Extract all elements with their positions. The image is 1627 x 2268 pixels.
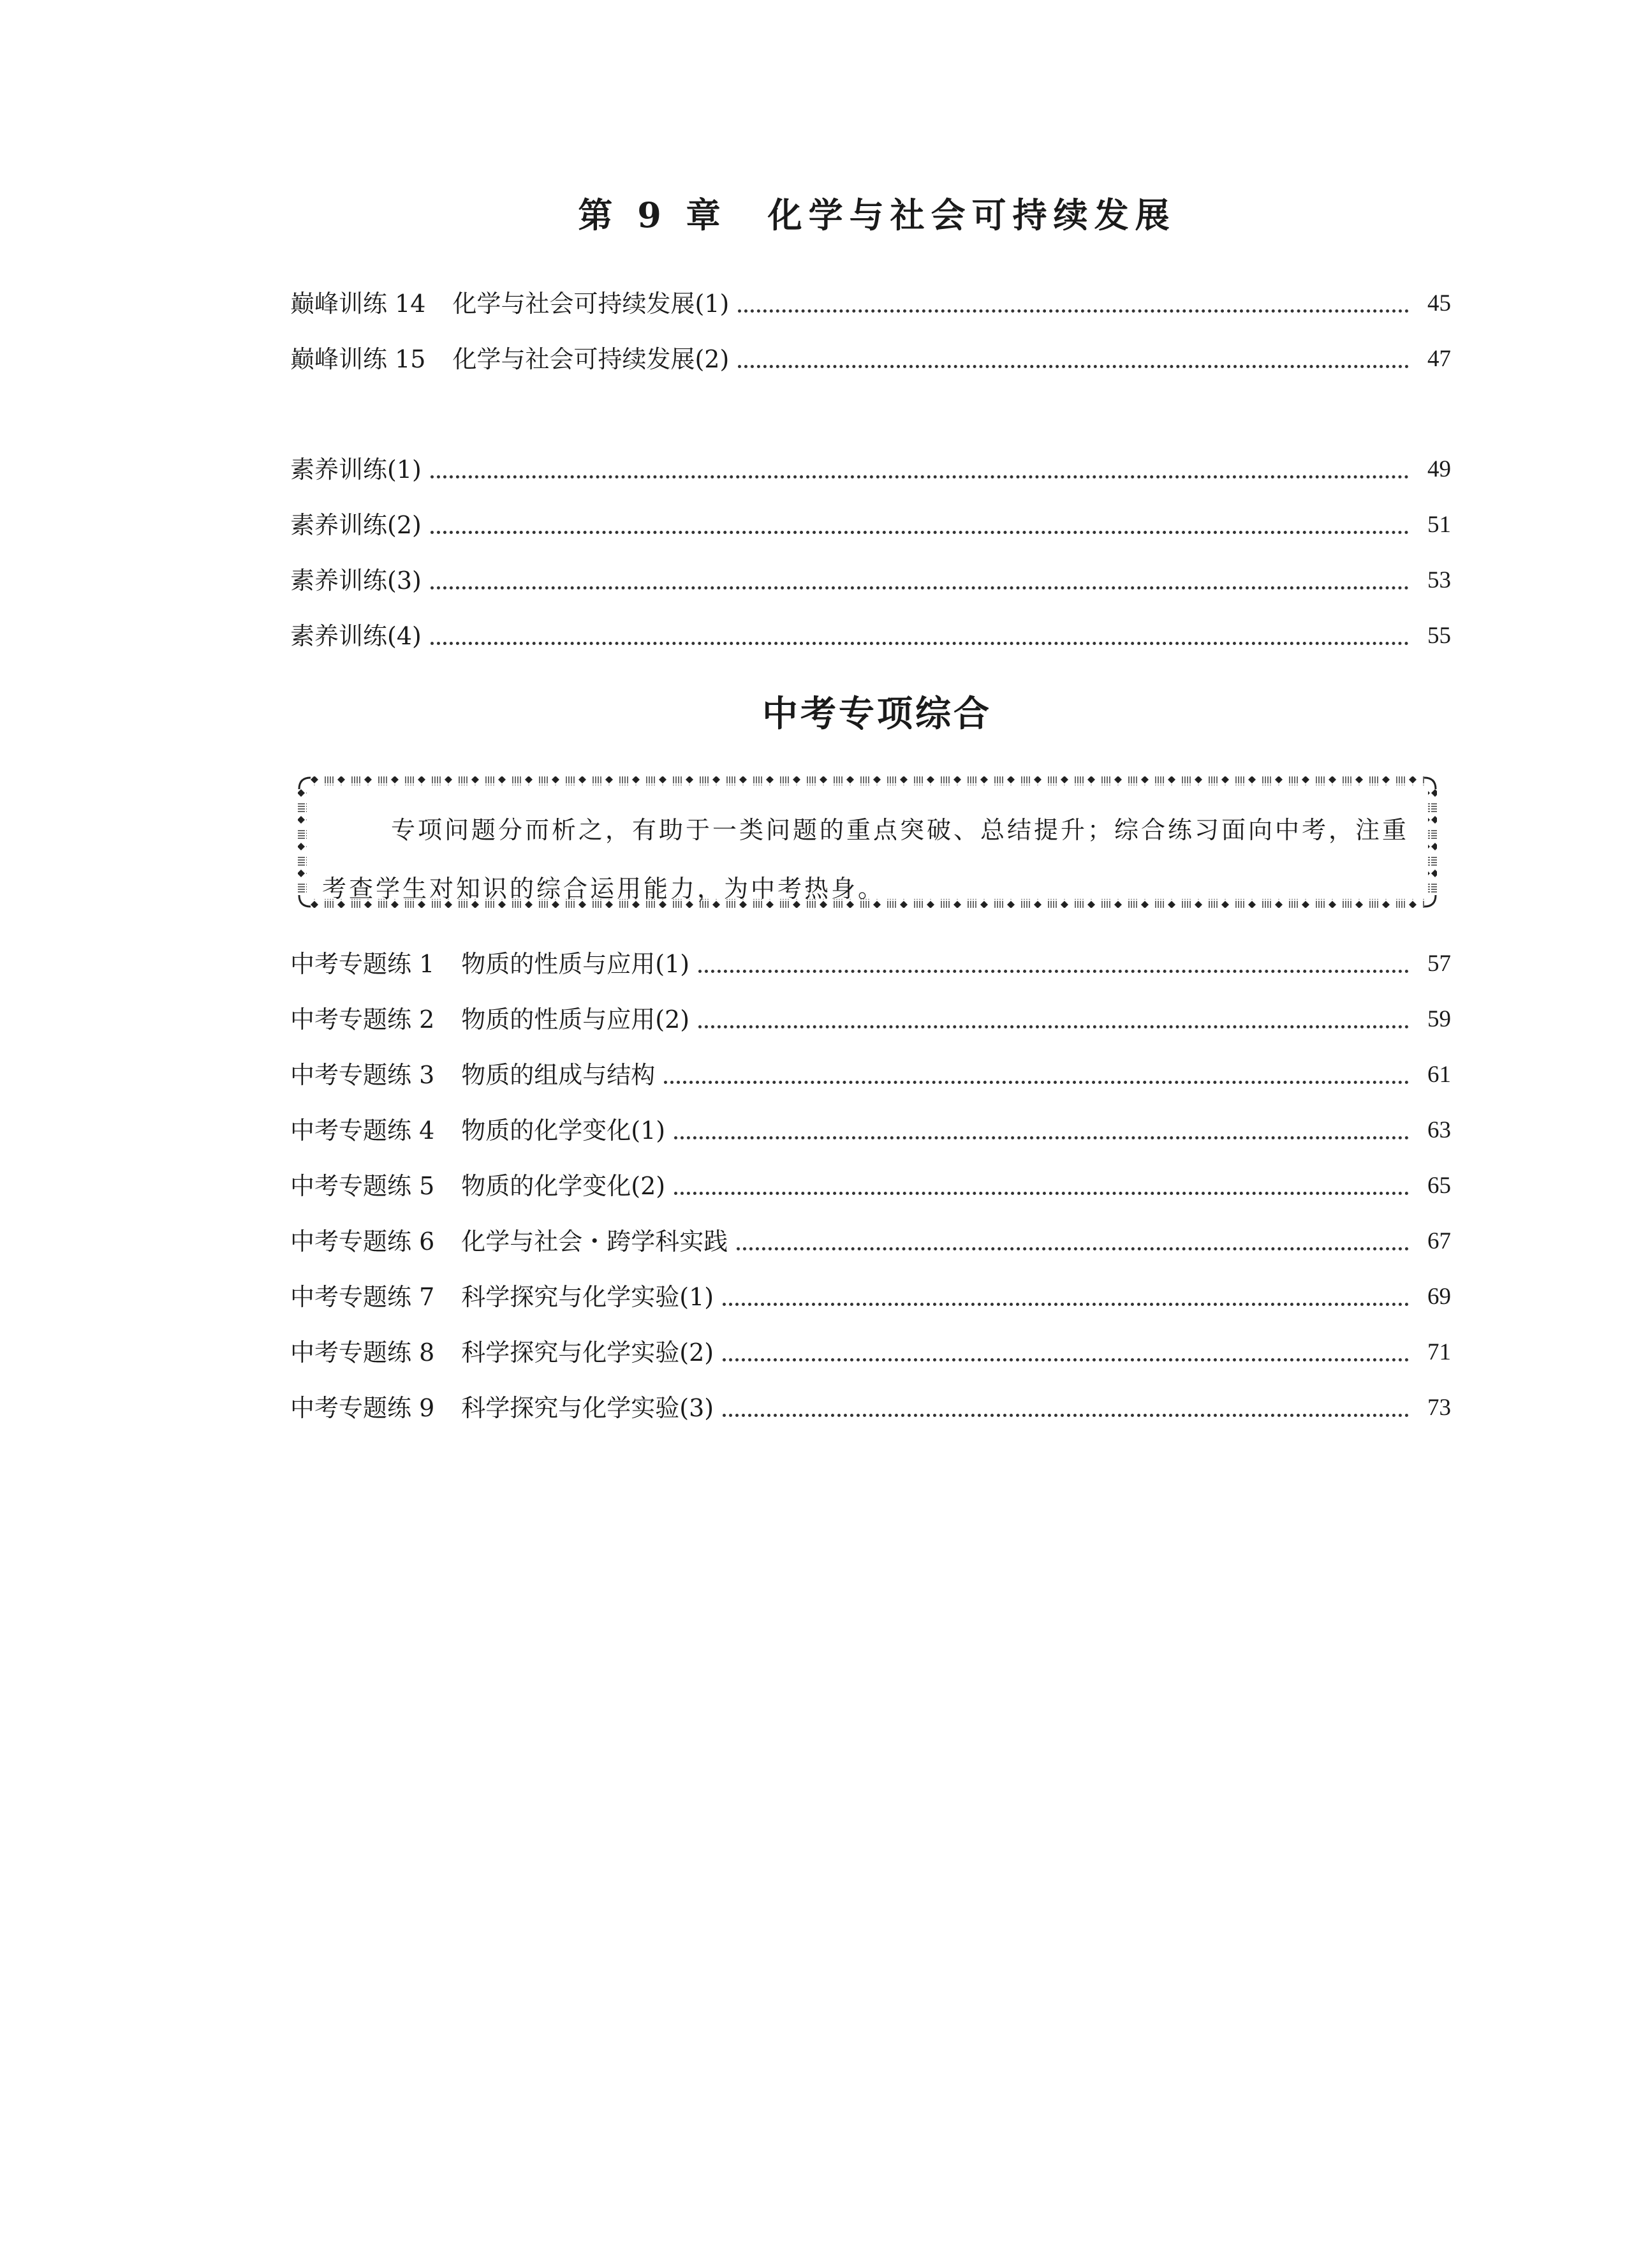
entry-title: 物质的组成与结构 xyxy=(461,1061,656,1089)
entry-prefix: 中考专题练 7 xyxy=(290,1283,435,1311)
entry-title: 科学探究与化学实验(2) xyxy=(461,1338,714,1367)
toc-entry[interactable] xyxy=(290,281,1451,319)
entry-page-number: 51 xyxy=(1427,512,1451,538)
entry-page-number: 49 xyxy=(1427,456,1451,482)
dot-leader xyxy=(738,365,1409,368)
toc-entry[interactable] xyxy=(290,1330,1451,1368)
dot-leader xyxy=(664,1081,1409,1084)
entry-page-number: 63 xyxy=(1427,1117,1451,1143)
entry-prefix: 中考专题练 4 xyxy=(290,1116,435,1145)
dot-leader xyxy=(431,586,1409,589)
toc-entry[interactable] xyxy=(290,447,1451,485)
toc-entry[interactable] xyxy=(290,1274,1451,1312)
toc-entry[interactable] xyxy=(290,1108,1451,1146)
entry-title: 素养训练(2) xyxy=(290,511,422,539)
entry-prefix: 巅峰训练 14 xyxy=(290,290,426,318)
entry-title: 科学探究与化学实验(3) xyxy=(461,1394,714,1422)
toc-entry[interactable] xyxy=(290,997,1451,1035)
entry-title: 化学与社会可持续发展(1) xyxy=(452,290,730,318)
intro-box xyxy=(297,775,1438,909)
entry-prefix: 巅峰训练 15 xyxy=(290,345,426,373)
dot-leader xyxy=(723,1414,1409,1417)
entry-page-number: 67 xyxy=(1427,1228,1451,1254)
entry-page-number: 71 xyxy=(1427,1339,1451,1365)
entry-page-number: 59 xyxy=(1427,1006,1451,1032)
entry-prefix: 中考专题练 3 xyxy=(290,1061,435,1089)
entry-title: 物质的性质与应用(1) xyxy=(461,950,690,978)
entry-title: 素养训练(3) xyxy=(290,567,422,595)
entry-page-number: 47 xyxy=(1427,346,1451,372)
toc-entry[interactable] xyxy=(290,1385,1451,1423)
toc-entry[interactable] xyxy=(290,1219,1451,1257)
toc-entry[interactable] xyxy=(290,613,1451,651)
entry-prefix: 中考专题练 8 xyxy=(290,1338,435,1367)
entry-page-number: 73 xyxy=(1427,1395,1451,1421)
entry-title: 素养训练(4) xyxy=(290,622,422,650)
intro-text: 专项问题分而析之，有助于一类问题的重点突破、总结提升；综合练习面向中考，注重考查学生对知识的综合运用能力，为中考热身。 xyxy=(322,816,1410,903)
entry-page-number: 65 xyxy=(1427,1173,1451,1199)
toc-entry[interactable] xyxy=(290,558,1451,596)
dot-leader xyxy=(431,475,1409,478)
entry-prefix: 中考专题练 1 xyxy=(290,950,435,978)
entry-page-number: 45 xyxy=(1427,290,1451,316)
dot-leader xyxy=(738,309,1409,313)
toc-entry[interactable] xyxy=(290,336,1451,374)
dot-leader xyxy=(723,1303,1409,1306)
entry-page-number: 53 xyxy=(1427,567,1451,593)
dot-leader xyxy=(723,1358,1409,1361)
chapter-heading: 第 9 章 化学与社会可持续发展 xyxy=(578,195,1176,235)
entry-page-number: 55 xyxy=(1427,623,1451,649)
toc-entry[interactable] xyxy=(290,1052,1451,1090)
dot-leader xyxy=(698,1025,1409,1028)
entry-title: 物质的化学变化(2) xyxy=(461,1172,666,1200)
dot-leader xyxy=(674,1136,1409,1139)
dot-leader xyxy=(737,1247,1409,1250)
toc-entry[interactable] xyxy=(290,941,1451,979)
toc-entry[interactable] xyxy=(290,502,1451,540)
dot-leader xyxy=(674,1192,1409,1195)
entry-title: 素养训练(1) xyxy=(290,456,422,484)
entry-title: 化学与社会・跨学科实践 xyxy=(461,1227,728,1256)
entry-title: 物质的化学变化(1) xyxy=(461,1116,666,1145)
toc-entry[interactable] xyxy=(290,1163,1451,1201)
dot-leader xyxy=(431,642,1409,645)
entry-title: 物质的性质与应用(2) xyxy=(461,1005,690,1034)
entry-prefix: 中考专题练 2 xyxy=(290,1005,435,1034)
entry-title: 科学探究与化学实验(1) xyxy=(461,1283,714,1311)
section-heading: 中考专项综合 xyxy=(762,693,992,735)
dot-leader xyxy=(698,970,1409,973)
entry-page-number: 57 xyxy=(1427,951,1451,977)
entry-page-number: 69 xyxy=(1427,1284,1451,1310)
entry-page-number: 61 xyxy=(1427,1062,1451,1088)
entry-prefix: 中考专题练 6 xyxy=(290,1227,435,1256)
dot-leader xyxy=(431,531,1409,534)
entry-title: 化学与社会可持续发展(2) xyxy=(452,345,730,373)
entry-prefix: 中考专题练 5 xyxy=(290,1172,435,1200)
entry-prefix: 中考专题练 9 xyxy=(290,1394,435,1422)
